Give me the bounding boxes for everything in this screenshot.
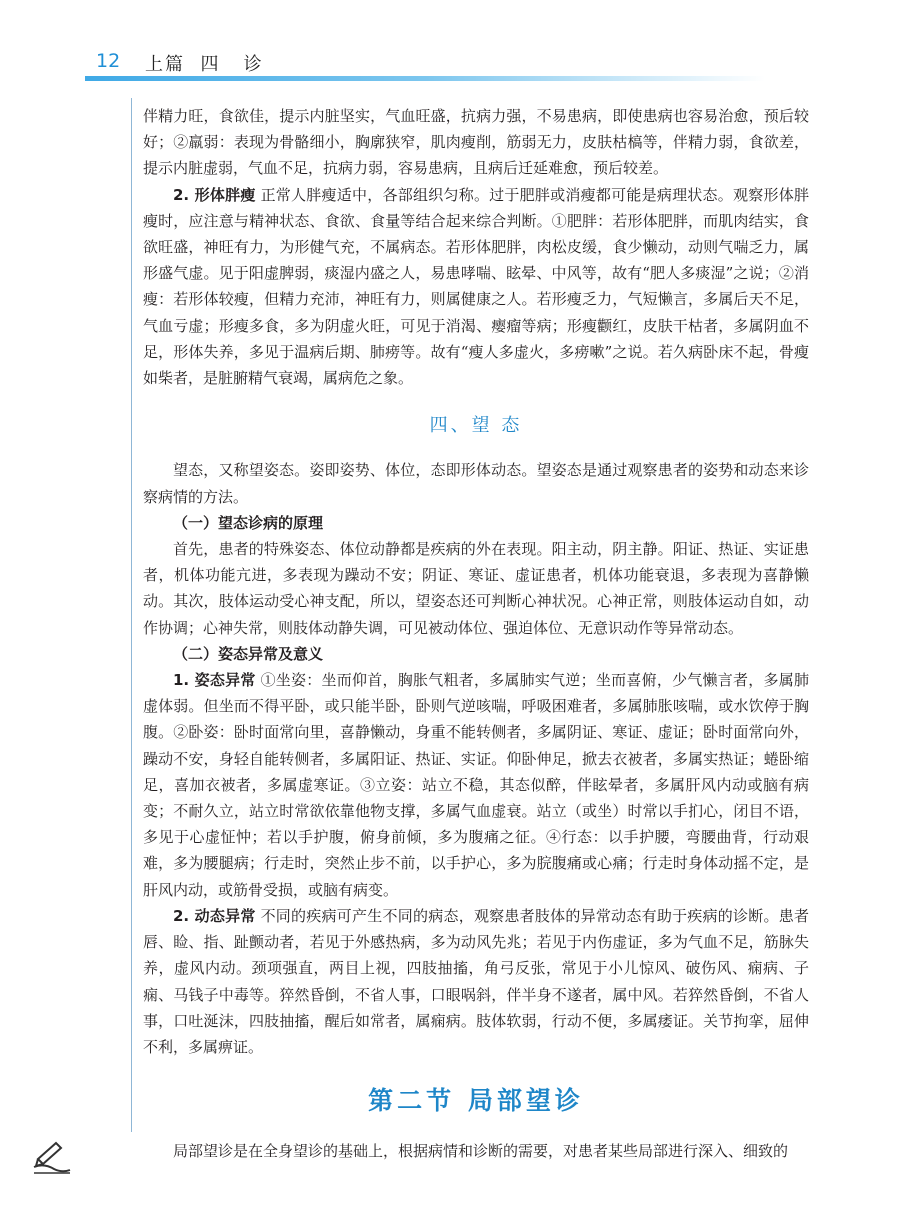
section-title-local-inspection: 第二节 局部望诊 [368,1086,584,1116]
item-text-body-weight: 正常人胖瘦适中，各部组织匀称。过于肥胖或消瘦都可能是病理状态。观察形体胖瘦时，应注意与精神状态、食欲、食量等结合起来综合判断。①肥胖：若形体肥胖，而肌肉结实，食欲旺盛，神旺有力，为形健气充，不属病态。若形体肥胖，肉松皮缓，食少懒动，动则气喘乏力，属形盛气虚。见于阳虚脾弱，痰湿内盛之人，易患哮喘、眩晕、中风等，故有“肥人多痰湿”之说；②消瘦：若形体较瘦，但精力充沛，神旺有力，则属健康之人。若形瘦乏力，气短懒言，多属后天不足，气血亏虚；形瘦多食，多为阴虚火旺，可见于消渴、瘿瘤等病；形瘦颧红，皮肤干枯者，多属阴血不足，形体失养，多见于温病后期、肺痨等。故有“瘦人多虚火，多痨嗽”之说。若久病卧床不起，骨瘦如柴者，是脏腑精气衰竭，属病危之象。 [143,185,809,388]
paragraph-local-inspection-intro: 局部望诊是在全身望诊的基础上，根据病情和诊断的需要，对患者某些局部进行深入、细致的 [173,1142,789,1161]
item-heading-movement: 2. 动态异常 [173,906,256,925]
paragraph-posture-intro: 望态，又称望姿态。姿即姿势、体位，态即形体动态。望姿态是通过观察患者的姿势和动态来诊察病情的方法。 [143,461,809,506]
section-title-posture: 四、望 态 [429,415,523,437]
item-text-posture: ①坐姿：坐而仰首，胸胀气粗者，多属肺实气逆；坐而喜俯，少气懒言者，多属肺虚体弱。但坐而不得平卧，或只能半卧，卧则气逆咳喘，呼吸困难者，多属肺胀咳喘，或水饮停于胸腹。②卧姿：卧时面常向里，喜静懒动，身重不能转侧者，多属阴证、寒证、虚证；卧时面常向外，躁动不安，身轻自能转侧者，多属阳证、热证、实证。仰卧伸足，掀去衣被者，多属实热证；蜷卧缩足，喜加衣被者，多属虚寒证。③立姿：站立不稳，其态似醉，伴眩晕者，多属肝风内动或脑有病变；不耐久立，站立时常欲依靠他物支撑，多属气血虚衰。站立（或坐）时常以手扪心，闭目不语，多见于心虚怔忡；若以手护腹，俯身前倾，多为腹痛之征。④行态：以手护腰，弯腰曲背，行动艰难，多为腰腿病；行走时，突然止步不前，以手护心，多为脘腹痛或心痛；行走时身体动摇不定，是肝风内动，或筋骨受损，或脑有病变。 [143,671,809,899]
page-number: 12 [96,50,121,72]
paragraph-body-weight [143,182,809,392]
paragraph-principle: 首先，患者的特殊姿态、体位动静都是疾病的外在表现。阳主动，阴主静。阳证、热证、实证患者，机体功能亢进，多表现为躁动不安；阴证、寒证、虚证患者，机体功能衰退，多表现为喜静懒动。其次，肢体运动受心神支配，所以，望姿态还可判断心神状况。心神正常，则肢体运动自如，动作协调；心神失常，则肢体动静失调，可见被动体位、强迫体位、无意识动作等异常动态。 [143,540,809,637]
paragraph-abnormal-movement [143,903,809,1060]
item-heading-posture: 1. 姿态异常 [173,671,256,690]
header-band [85,76,765,81]
item-heading-body-weight: 2. 形体胖瘦 [173,185,256,204]
running-head: 上篇 四 诊 [145,54,264,75]
subheading-abnormal-posture: （二）姿态异常及意义 [173,644,324,663]
margin-rule [131,98,132,1132]
pen-note-icon [30,1137,74,1177]
item-text-movement: 不同的疾病可产生不同的病态，观察患者肢体的异常动态有助于疾病的诊断。患者唇、睑、指、趾颤动者，若见于外感热病，多为动风先兆；若见于内伤虚证，多为气血不足，筋脉失养，虚风内动。颈项强直，两目上视，四肢抽搐，角弓反张，常见于小儿惊风、破伤风、痫病、子痫、马钱子中毒等。猝然昏倒，不省人事，口眼㖞斜，伴半身不遂者，属中风。若猝然昏倒，不省人事，口吐涎沫，四肢抽搐，醒后如常者，属痫病。肢体软弱，行动不便，多属痿证。关节拘挛，屈伸不利，多属痹证。 [143,906,809,1056]
paragraph-abnormal-posture [143,667,809,903]
paragraph-constitution-continued: 伴精力旺，食欲佳，提示内脏坚实，气血旺盛，抗病力强，不易患病，即使患病也容易治愈，预后较好；②羸弱：表现为骨骼细小，胸廓狭窄，肌肉瘦削，筋弱无力，皮肤枯槁等，伴精力弱，食欲差，提示内脏虚弱，气血不足，抗病力弱，容易患病，且病后迁延难愈，预后较差。 [143,107,809,178]
subheading-principle: （一）望态诊病的原理 [173,513,324,532]
page-content [143,103,809,1165]
